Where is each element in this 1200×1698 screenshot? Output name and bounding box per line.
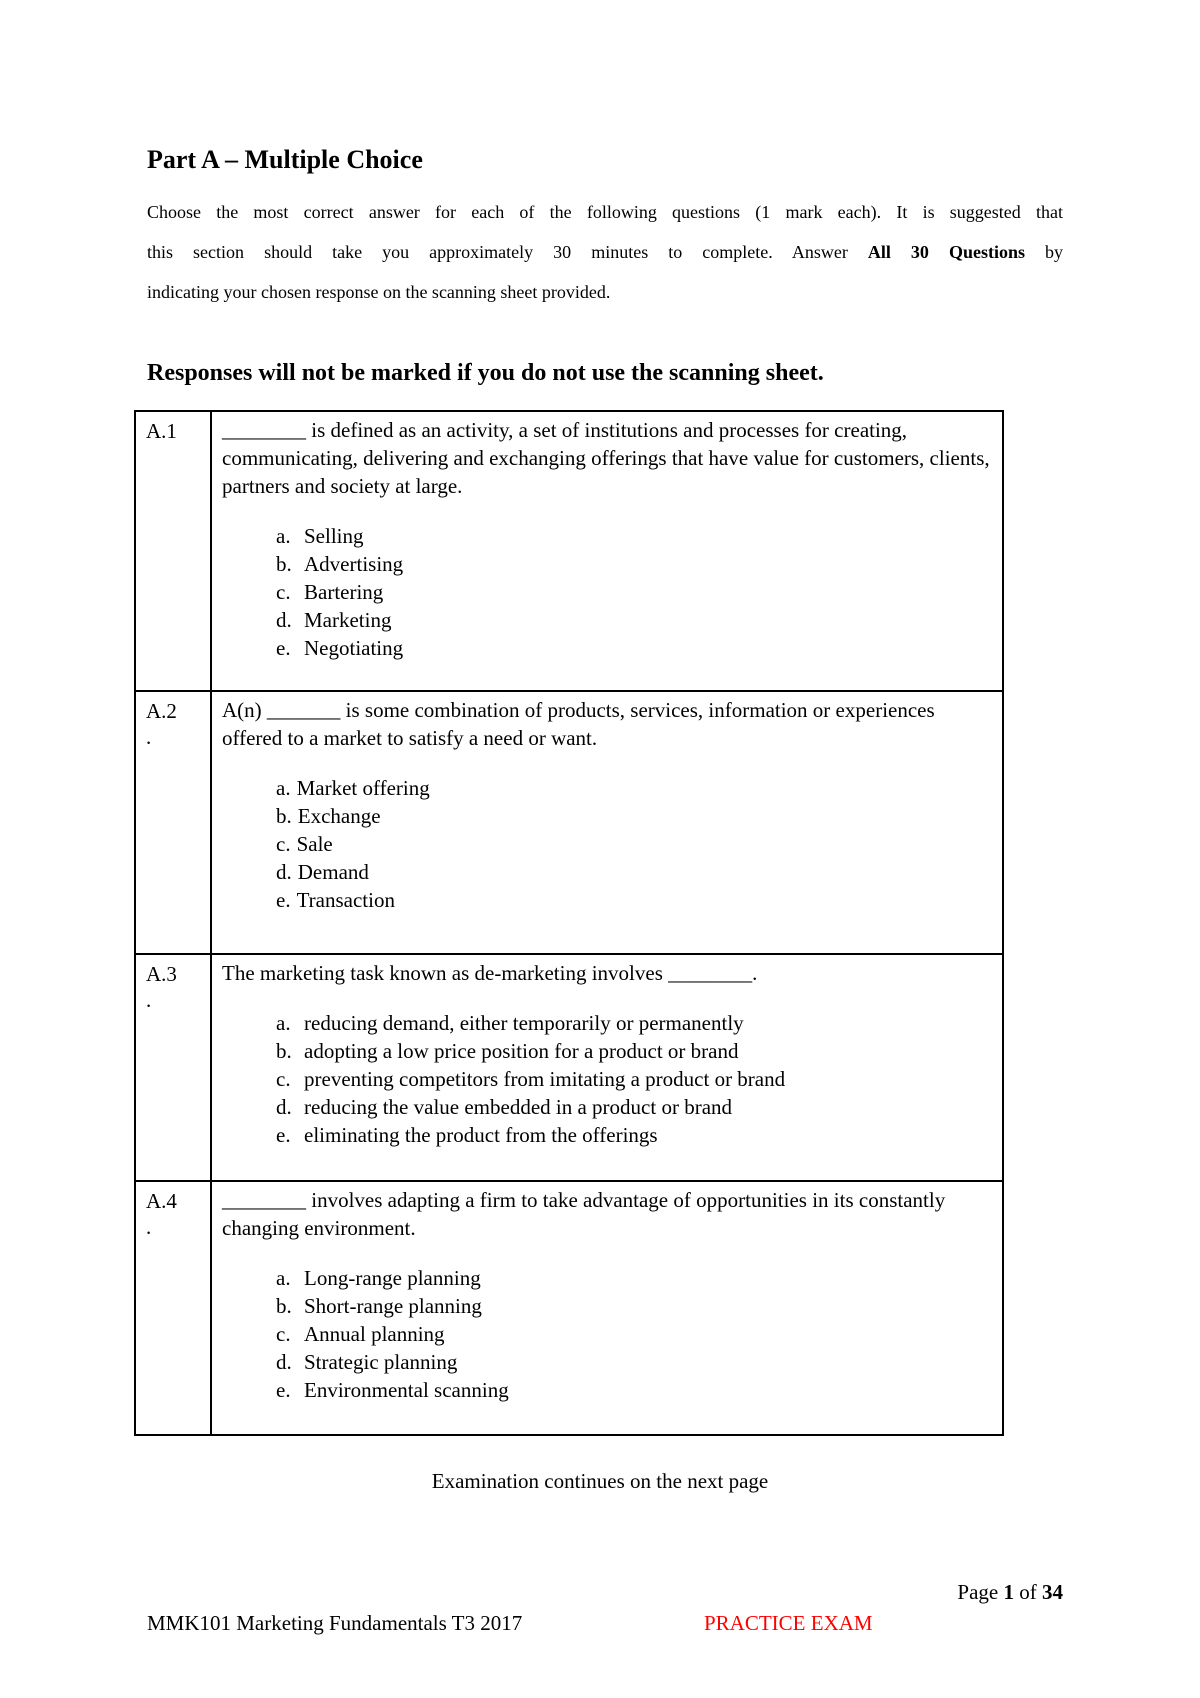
answer-option <box>276 1348 992 1376</box>
answer-option <box>276 1065 992 1093</box>
page-of: of <box>1014 1580 1042 1604</box>
question-number-cell <box>135 691 211 954</box>
answer-option <box>276 1037 992 1065</box>
questions-table <box>134 410 1004 1436</box>
option-text: adopting a low price position for a product or brand <box>304 1039 739 1063</box>
answer-option <box>276 886 992 914</box>
instructions-line-1: Choose the most correct answer for each of the following questions (1 mark each). It is suggested that <box>147 202 1063 222</box>
option-text: Marketing <box>304 608 392 632</box>
answer-option <box>276 550 992 578</box>
question-number: A.1 <box>146 419 177 443</box>
option-letter: d. <box>276 860 292 884</box>
question-number-suffix: . <box>146 725 152 749</box>
question-row <box>135 954 1003 1181</box>
answer-option <box>276 578 992 606</box>
exam-label: PRACTICE EXAM <box>704 1611 873 1635</box>
option-letter: e. <box>276 1123 291 1147</box>
question-number: A.4 <box>146 1189 177 1213</box>
page-prefix: Page <box>957 1580 1004 1604</box>
continues-note: Examination continues on the next page <box>431 1469 769 1493</box>
page-total: 34 <box>1042 1580 1063 1604</box>
page-number <box>957 1580 1063 1605</box>
option-text: Long-range planning <box>304 1266 481 1290</box>
question-row <box>135 411 1003 691</box>
question-number-suffix: . <box>146 1215 152 1239</box>
option-letter: b. <box>276 1294 292 1318</box>
option-text: Negotiating <box>304 636 404 660</box>
option-text: eliminating the product from the offerings <box>304 1123 658 1147</box>
option-text: reducing demand, either temporarily or permanently <box>304 1011 744 1035</box>
option-letter: b. <box>276 552 292 576</box>
option-letter: c. <box>276 832 291 856</box>
option-letter: a. <box>276 524 291 548</box>
answer-option <box>276 1009 992 1037</box>
answer-option <box>276 634 992 662</box>
option-letter: a. <box>276 1266 291 1290</box>
option-text: Environmental scanning <box>304 1378 509 1402</box>
answer-option <box>276 1264 992 1292</box>
section-heading: Part A – Multiple Choice <box>147 145 423 174</box>
question-body-cell <box>211 411 1003 691</box>
answer-option <box>276 858 992 886</box>
answer-options <box>222 522 992 662</box>
option-letter: c. <box>276 580 291 604</box>
answer-option <box>276 1376 992 1404</box>
question-number: A.2 <box>146 699 177 723</box>
option-text: Exchange <box>297 804 381 828</box>
instructions-line-2-end: by <box>1024 242 1064 262</box>
question-text: The marketing task known as de-marketing involves ________. <box>222 961 758 985</box>
answer-option <box>276 606 992 634</box>
option-letter: e. <box>276 636 291 660</box>
option-letter: d. <box>276 608 292 632</box>
instructions-line-2 <box>147 232 1063 272</box>
option-letter: d. <box>276 1095 292 1119</box>
option-text: Short-range planning <box>304 1294 482 1318</box>
question-number-cell <box>135 411 211 691</box>
option-letter: e. <box>276 1378 291 1402</box>
option-text: Demand <box>297 860 369 884</box>
question-text: A(n) _______ is some combination of products, services, information or experiences offered to a market to satisfy a need or want. <box>222 698 935 750</box>
answer-options <box>222 774 992 914</box>
answer-option <box>276 1292 992 1320</box>
section-instructions <box>147 192 1063 312</box>
scanning-sheet-notice: Responses will not be marked if you do not use the scanning sheet. <box>147 360 824 386</box>
question-text: ________ is defined as an activity, a set of institutions and processes for creating, communicating, delivering and exchanging offerings that have value for customers, clients, partners and society at large. <box>222 418 990 498</box>
option-letter: e. <box>276 888 291 912</box>
question-text: ________ involves adapting a firm to take advantage of opportunities in its constantly changing environment. <box>222 1188 946 1240</box>
question-row <box>135 691 1003 954</box>
option-text: Bartering <box>304 580 384 604</box>
page-current: 1 <box>1003 1580 1014 1604</box>
option-letter: d. <box>276 1350 292 1374</box>
option-text: Annual planning <box>304 1322 445 1346</box>
answer-option <box>276 774 992 802</box>
option-text: Strategic planning <box>304 1350 458 1374</box>
answer-options <box>222 1264 992 1404</box>
answer-option <box>276 1121 992 1149</box>
question-number-cell <box>135 1181 211 1435</box>
option-text: Market offering <box>296 776 430 800</box>
question-body-cell <box>211 691 1003 954</box>
question-body-cell <box>211 954 1003 1181</box>
question-number-cell <box>135 954 211 1181</box>
option-text: preventing competitors from imitating a product or brand <box>304 1067 786 1091</box>
course-footer: MMK101 Marketing Fundamentals T3 2017 <box>147 1611 523 1635</box>
option-letter: b. <box>276 804 292 828</box>
instructions-line-2-start: this section should take you approximately 30 minutes to complete. Answer <box>147 242 868 262</box>
answer-options <box>222 1009 992 1149</box>
option-letter: c. <box>276 1067 291 1091</box>
option-letter: b. <box>276 1039 292 1063</box>
option-text: Transaction <box>296 888 395 912</box>
answer-option <box>276 802 992 830</box>
instructions-emphasis: All 30 Questions <box>867 242 1025 262</box>
option-text: Selling <box>304 524 364 548</box>
option-text: Sale <box>296 832 333 856</box>
instructions-line-3: indicating your chosen response on the scanning sheet provided. <box>147 282 611 302</box>
option-text: reducing the value embedded in a product or brand <box>304 1095 733 1119</box>
question-number-suffix: . <box>146 988 152 1012</box>
question-body-cell <box>211 1181 1003 1435</box>
option-letter: a. <box>276 1011 291 1035</box>
answer-option <box>276 1093 992 1121</box>
question-row <box>135 1181 1003 1435</box>
answer-option <box>276 1320 992 1348</box>
option-text: Advertising <box>304 552 404 576</box>
question-number: A.3 <box>146 962 177 986</box>
option-letter: c. <box>276 1322 291 1346</box>
answer-option <box>276 830 992 858</box>
option-letter: a. <box>276 776 291 800</box>
answer-option <box>276 522 992 550</box>
